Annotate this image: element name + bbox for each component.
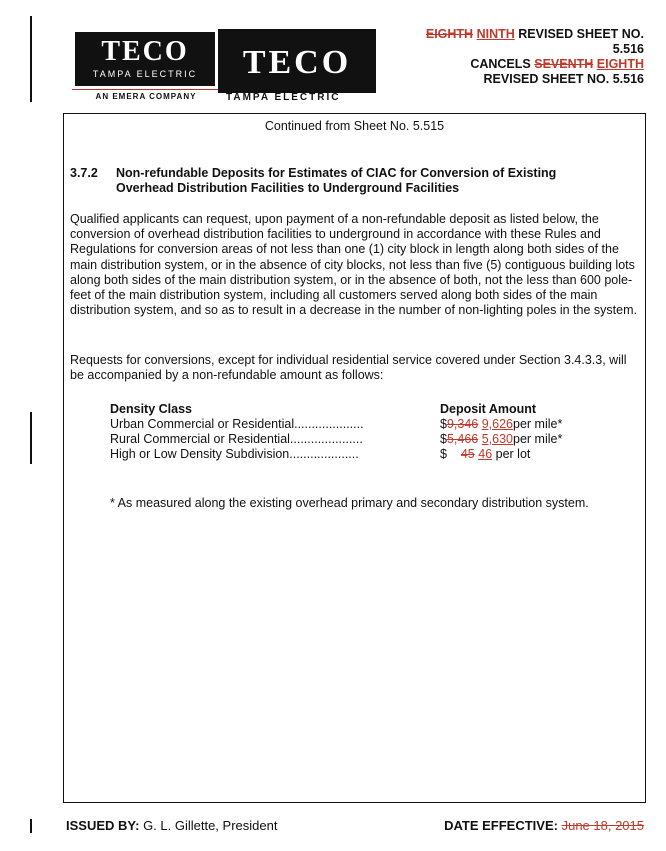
inserted-text: 46 (478, 447, 493, 461)
sheet-header (394, 27, 644, 87)
sheet-header-text: REVISED SHEET NO. (518, 27, 644, 41)
deposit-table (110, 402, 590, 462)
deposit-amount: $9,346 9,626per mile* (440, 417, 563, 431)
table-header-row (110, 402, 590, 417)
sheet-header-text: CANCELS (470, 57, 531, 71)
table-row (110, 447, 590, 462)
logo-subtitle: TAMPA ELECTRIC (226, 92, 341, 103)
density-class-label: Rural Commercial or Residential..................... (110, 432, 363, 446)
column-header-deposit: Deposit Amount (440, 402, 537, 416)
teco-small-logo (75, 32, 215, 86)
deleted-text: SEVENTH (534, 57, 594, 71)
logo-wordmark: TECO (101, 36, 189, 67)
deleted-text: EIGHTH (425, 27, 474, 41)
section-number: 3.7.2 (70, 166, 98, 180)
section-title: Non-refundable Deposits for Estimates of CIAC for Conversion of Existing Overhead Distribution Facilities to Underground Facilities (116, 166, 557, 195)
table-row (110, 432, 590, 447)
inserted-text: 9,626 (481, 417, 513, 431)
deposit-amount: $5,466 5,630per mile* (440, 432, 563, 446)
sheet-header-line3 (394, 57, 644, 72)
deleted-text: 5,466 (446, 432, 479, 446)
revision-margin-bar (30, 412, 32, 464)
content-frame (63, 113, 646, 803)
footnote: * As measured along the existing overhead primary and secondary distribution system. (110, 496, 589, 510)
logo-subtitle: TAMPA ELECTRIC (92, 69, 198, 79)
deleted-text: 45 (460, 447, 475, 461)
issued-by (66, 818, 277, 833)
revision-margin-bar (30, 819, 32, 833)
deleted-text: 9,346 (446, 417, 479, 431)
sheet-number: 5.516 (612, 42, 644, 56)
revision-margin-bar (30, 16, 32, 102)
teco-large-logo (218, 29, 376, 93)
sheet-header-line4: REVISED SHEET NO. 5.516 (483, 72, 644, 86)
emera-tagline: AN EMERA COMPANY (72, 89, 220, 101)
density-class-label: High or Low Density Subdivision.................... (110, 447, 359, 461)
logo-wordmark: TECO (242, 44, 352, 81)
inserted-text: EIGHTH (596, 57, 644, 71)
sheet-header-line1 (394, 27, 644, 42)
body-paragraph: Requests for conversions, except for individual residential service covered under Section 3.4.3.3, will be accompanied by a non-refundable amount as follows: (70, 353, 627, 383)
body-paragraph: Qualified applicants can request, upon payment of a non-refundable deposit as listed below, the conversion of overhead distribution facilities to underground in accordance with these Rules and Regulations for conversion areas of not less than one (1) city block in length along both sides of the main distribution system, or in the absence of city blocks, not less than five (5) contiguous building lots along both sides of the main distribution system, or in the absence of both, not the less than 600 pole-feet of the main distribution system, including all customers served along both sides of the main distribution system, and so as to result in a decrease in the number of non-lighting poles in the system. (70, 212, 637, 318)
issued-by-value: G. L. Gillette, President (143, 818, 278, 833)
inserted-text: 5,630 (481, 432, 513, 446)
issued-by-label: ISSUED BY: (66, 818, 140, 833)
inserted-text: NINTH (476, 27, 515, 41)
date-effective (444, 818, 644, 833)
deposit-amount: $ 45 46 per lot (440, 447, 531, 461)
date-effective-label: DATE EFFECTIVE: (444, 818, 558, 833)
continued-note: Continued from Sheet No. 5.515 (264, 119, 445, 133)
column-header-density: Density Class (110, 402, 192, 416)
density-class-label: Urban Commercial or Residential.................... (110, 417, 364, 431)
table-row (110, 417, 590, 432)
date-effective-value: June 18, 2015 (561, 818, 644, 833)
